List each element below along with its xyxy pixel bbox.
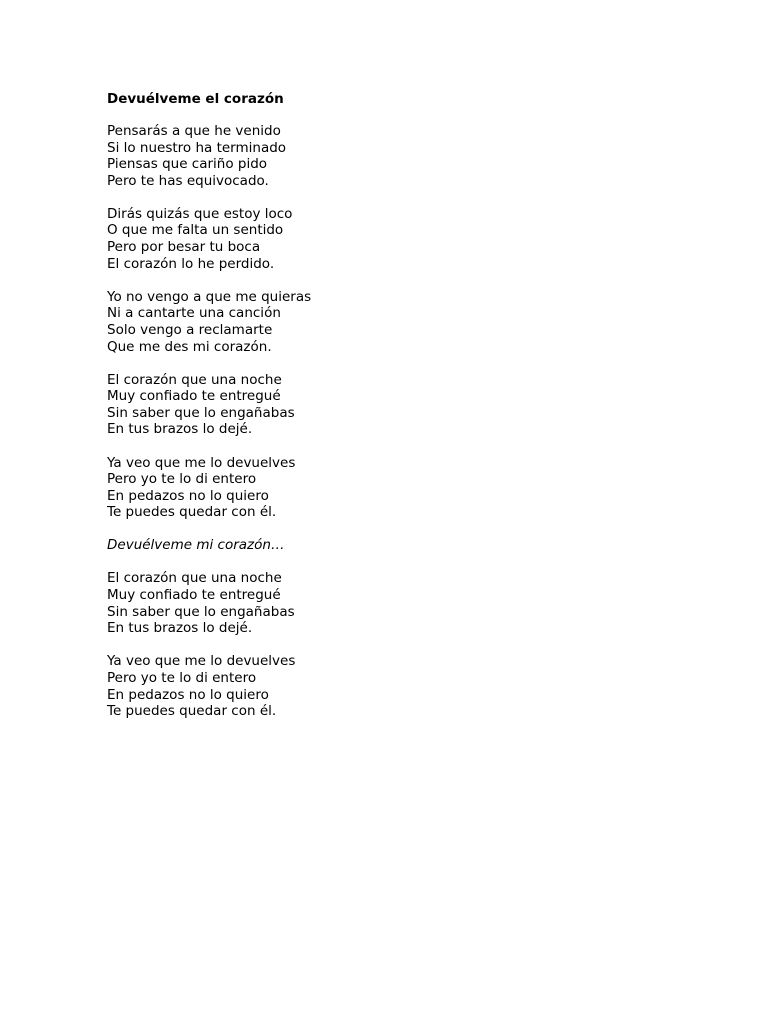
poem-line: Que me des mi corazón. [107, 338, 272, 355]
stanza-8 [107, 653, 707, 719]
poem-line: En tus brazos lo dejé. [107, 620, 253, 637]
poem-line: Sin saber que lo engañabas [107, 603, 295, 620]
poem-line: Si lo nuestro ha terminado [107, 139, 287, 156]
poem-line: Ya veo que me lo devuelves [107, 653, 296, 670]
poem-line: En pedazos no lo quiero [107, 487, 269, 504]
document-page [107, 90, 707, 736]
stanza-3 [107, 289, 707, 355]
poem-line: Dirás quizás que estoy loco [107, 205, 293, 222]
poem-line: Pero por besar tu boca [107, 239, 261, 256]
poem-line: En tus brazos lo dejé. [107, 421, 253, 438]
poem-line: Muy confiado te entregué [107, 388, 281, 405]
poem-line: En pedazos no lo quiero [107, 686, 269, 703]
refrain-line: Devuélveme mi corazón… [107, 537, 285, 554]
poem-line: Te puedes quedar con él. [107, 504, 277, 521]
poem-line: Pero yo te lo di entero [107, 471, 257, 488]
stanza-7 [107, 570, 707, 636]
poem-line: Ya veo que me lo devuelves [107, 454, 296, 471]
stanza-4 [107, 372, 707, 438]
poem-line: El corazón lo he perdido. [107, 255, 275, 272]
poem-line: Ni a cantarte una canción [107, 305, 281, 322]
poem-line: Pero te has equivocado. [107, 172, 269, 189]
stanza-1 [107, 123, 707, 189]
poem-line: El corazón que una noche [107, 371, 282, 388]
stanza-refrain [107, 537, 707, 554]
poem-line: El corazón que una noche [107, 570, 282, 587]
poem-line: Muy confiado te entregué [107, 587, 281, 604]
poem-line: Sin saber que lo engañabas [107, 404, 295, 421]
poem-line: Pero yo te lo di entero [107, 669, 257, 686]
stanza-2 [107, 206, 707, 272]
poem-line: Yo no vengo a que me quieras [107, 288, 312, 305]
poem-line: Te puedes quedar con él. [107, 703, 277, 720]
poem-line: Pensarás a que he venido [107, 123, 281, 139]
poem-line: Piensas que cariño pido [107, 156, 268, 173]
poem-title: Devuélveme el corazón [107, 91, 284, 107]
poem-line: Solo vengo a reclamarte [107, 321, 273, 338]
poem-line: O que me falta un sentido [107, 222, 284, 239]
stanza-5 [107, 455, 707, 521]
